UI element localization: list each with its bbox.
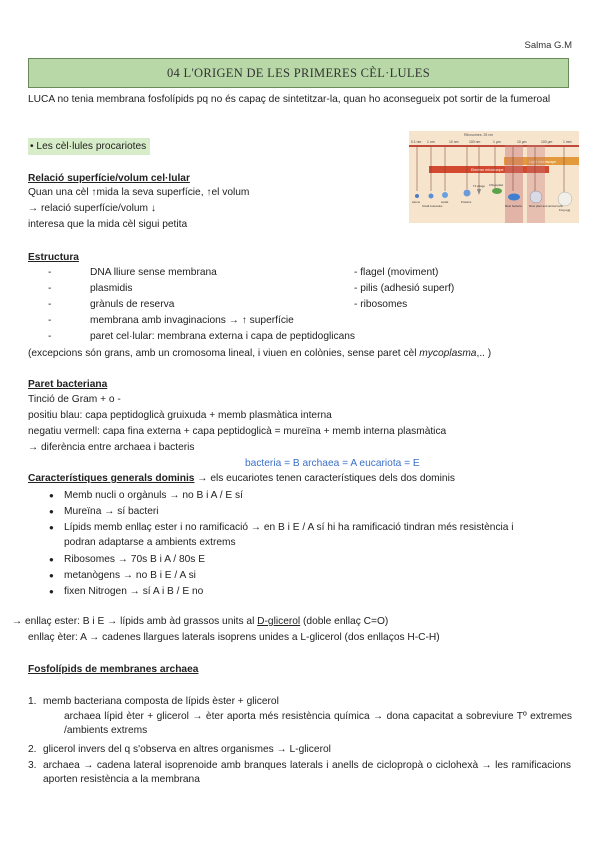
dot-bullet: ●: [49, 507, 54, 516]
dash-bullet: -: [48, 331, 52, 342]
estructura-right-3: - ribosomes: [354, 299, 408, 310]
dominis-bullet-1: Memb nucli o orgànuls → no B i A / E sí: [64, 490, 243, 501]
figure-object-label: Lipids: [441, 200, 449, 204]
paret-line-3: negatiu vermell: capa fina externa + capa peptidoglicà = mureïna + memb interna plasmàtica: [28, 426, 447, 437]
dash-bullet: -: [48, 283, 52, 294]
estructura-note-pre: (excepcions són grans, amb un cromosoma lineal, i viuen en colònies, sense paret cèl: [28, 348, 420, 359]
dominis-heading: Característiques generals dominis: [28, 473, 195, 484]
electron-microscope-label: Electron microscope: [471, 168, 504, 172]
page-title: 04 L'ORIGEN DE LES PRIMERES CÈL·LULES: [28, 58, 569, 88]
paret-line-1: Tinció de Gram + o -: [28, 394, 121, 405]
fosfolipids-item-1: memb bacteriana composta de lípids èster + glicerol: [43, 696, 279, 707]
estructura-right-2: - pilis (adhesió superf): [354, 283, 455, 294]
dash-bullet: -: [48, 299, 52, 310]
atoms-object: [415, 194, 419, 198]
dominis-bullet-2: Mureïna → sí bacteri: [64, 506, 159, 517]
paret-line-2: positiu blau: capa peptidoglicà gruixuda + memb plasmàtica interna: [28, 410, 332, 421]
d-glicerol-term: D-glicerol: [257, 616, 301, 627]
enllac-ester-line: [12, 615, 388, 628]
figure-object-label: Frog egg: [559, 208, 571, 212]
proteins-object: [464, 190, 471, 197]
fosfolipids-heading: Fosfolípids de membranes archaea: [28, 664, 199, 675]
estructura-note-post: ,.. ): [476, 348, 492, 359]
estructura-item-3: grànuls de reserva: [90, 299, 175, 310]
cells-object: [530, 191, 542, 203]
estructura-item-4: membrana amb invaginacions → ↑ superfície: [90, 315, 294, 326]
chloroplast-object: [492, 188, 502, 194]
scale-tick-label: 10 µm: [517, 140, 527, 144]
fosfolipids-item-1-sub: archaea lípid èter + glicerol → èter aporta més resistència química → dona capacitat a sobreviure Tº extremes /ambients extrems: [64, 711, 572, 736]
intro-paragraph: LUCA no tenia membrana fosfolípids pq no és capaç de sintetitzar-la, quan ho aconsegueix pot sortir de la fumeroal: [28, 94, 551, 105]
estructura-right-1: - flagel (moviment): [354, 267, 439, 278]
fosfolipids-item-3: archaea → cadena lateral isoprenoide amb branques laterals i anells de ciclopropà o ciclohexà → les ramificacions aporten resistència a la membrana: [43, 760, 571, 785]
figure-object-label: Atoms: [412, 200, 420, 204]
dominis-bullet-4: Ribosomes → 70s B i A / 80s E: [64, 554, 205, 565]
figure-caption: Ribosomes: 25 nm: [464, 133, 494, 137]
paret-heading: Paret bacteriana: [28, 379, 108, 390]
list-number: 2.: [28, 744, 37, 755]
scale-tick-label: 100 µm: [541, 140, 553, 144]
estructura-item-1: DNA lliure sense membrana: [90, 267, 217, 278]
enllac-line1-pre: → enllaç ester: B i E → lípids amb àd grassos units al: [12, 616, 258, 627]
estructura-heading: Estructura: [28, 252, 79, 263]
domain-abbreviations: bacteria = B archaea = A eucariota = E: [245, 458, 420, 469]
relacio-line-3: interesa que la mida cèl sigui petita: [28, 219, 188, 230]
dominis-bullet-3-cont: podran adaptarse a ambients extrems: [64, 537, 236, 548]
dominis-bullet-6: fixen Nitrogen → sí A i B / E no: [64, 586, 204, 597]
paret-line-4: → diferència entre archaea i bacteris: [28, 442, 195, 453]
enllac-line1-post: (doble enllaç C=O): [300, 616, 389, 627]
list-number: 1.: [28, 696, 37, 707]
dot-bullet: ●: [49, 587, 54, 596]
dot-bullet: ●: [49, 571, 54, 580]
dominis-bullet-3: Lípids memb enllaç ester i no ramificació → en B i E / A sí hi ha ramificació tindran més resistència i: [64, 522, 514, 533]
estructura-item-5: paret cel·lular: membrana externa i capa de peptidoglicans: [90, 331, 356, 342]
scale-tick-label: 1 µm: [493, 140, 501, 144]
dot-bullet: ●: [49, 491, 54, 500]
figure-object-label: Chloroplast: [489, 183, 504, 187]
light-microscope-label: Light microscope: [529, 160, 557, 164]
dominis-bullet-5: metanògens → no B i E / A si: [64, 570, 196, 581]
relacio-line-2: → relació superfície/volum ↓: [28, 203, 156, 214]
estructura-item-2: plasmidis: [90, 283, 133, 294]
relacio-line-1: Quan una cèl ↑mida la seva superfície, ↑el volum: [28, 187, 250, 198]
dominis-heading-tail: → els eucariotes tenen característiques dels dos dominis: [194, 473, 455, 484]
size-scale-figure: [409, 131, 579, 223]
figure-object-label: Proteins: [461, 200, 472, 204]
dash-bullet: -: [48, 267, 52, 278]
list-number: 3.: [28, 760, 37, 771]
fosfolipids-item-2: glicerol invers del q s'observa en altres organismes → L-glicerol: [43, 744, 331, 755]
author-name: Salma G.M: [524, 40, 572, 51]
figure-object-label: Small molecules: [422, 204, 443, 208]
dot-bullet: ●: [49, 555, 54, 564]
dot-bullet: ●: [49, 523, 54, 532]
estructura-note-italic: mycoplasma: [419, 348, 477, 359]
scale-tick-label: 10 nm: [449, 140, 459, 144]
figure-object-label: Most plant and animal cells: [529, 204, 563, 208]
scale-tick-label: 1 mm: [563, 140, 572, 144]
relacio-heading: Relació superfície/volum cel·lular: [28, 173, 190, 184]
dash-bullet: -: [48, 315, 52, 326]
bacteria-object: [508, 194, 520, 201]
figure-object-label: Most bacteria: [505, 204, 522, 208]
scale-tick-label: 100 nm: [469, 140, 481, 144]
figure-object-label: T2 phage: [473, 184, 485, 188]
dominis-heading-line: [28, 472, 455, 485]
estructura-note: [28, 347, 491, 360]
small-molecules-object: [429, 194, 434, 199]
section-procariotes: • Les cèl·lules procariotes: [28, 138, 150, 155]
scale-tick-label: 0.1 nm: [411, 140, 422, 144]
enllac-eter-line: enllaç èter: A → cadenes llargues laterals isoprens unides a L-glicerol (dos enllaços H-C-H): [28, 632, 440, 643]
scale-tick-label: 1 nm: [427, 140, 435, 144]
lipids-object: [442, 192, 448, 198]
